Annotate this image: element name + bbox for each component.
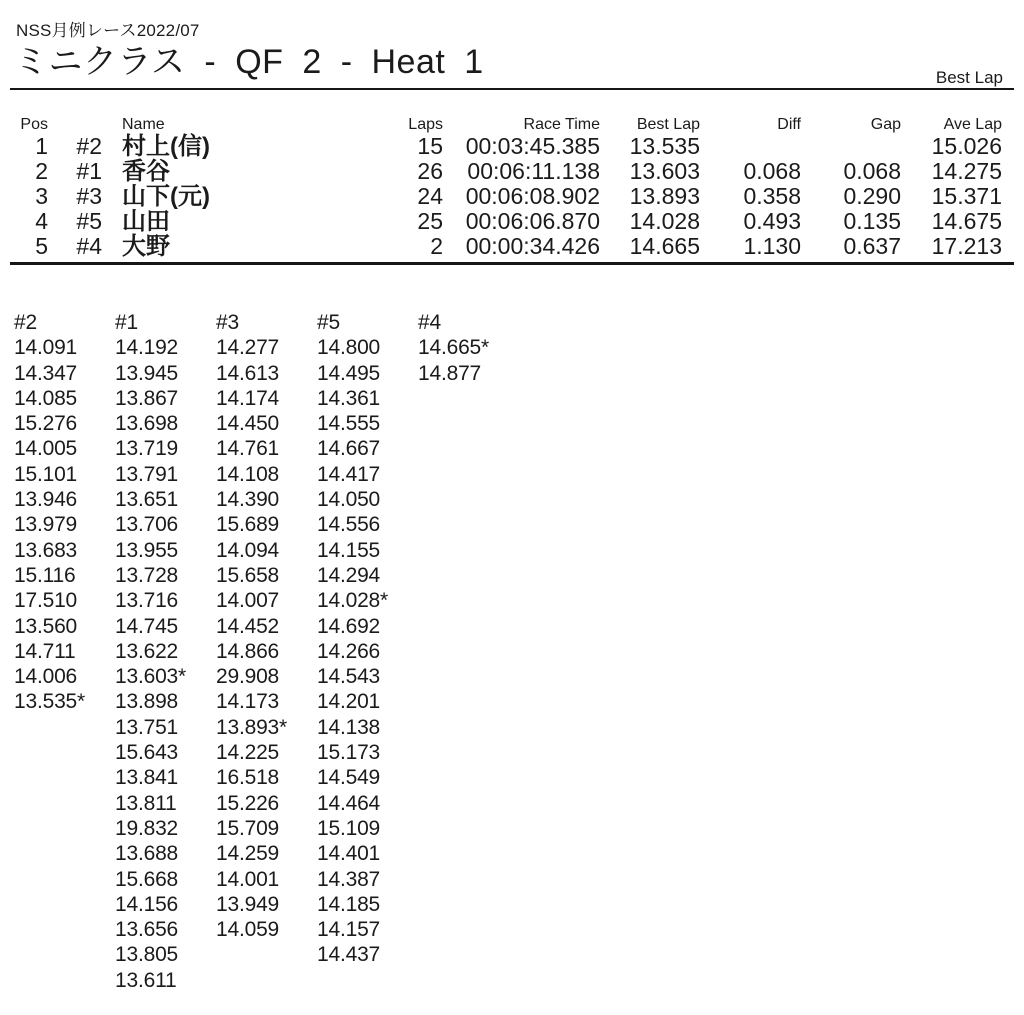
result-best_lap: 13.893 xyxy=(629,183,700,209)
lap-time: 14.201 xyxy=(317,690,381,714)
lap-time: 14.665* xyxy=(418,336,490,360)
lap-time: 14.495 xyxy=(317,361,381,385)
lap-time: 14.877 xyxy=(418,361,482,385)
lap-time: 14.361 xyxy=(317,386,381,410)
lap-time: 14.157 xyxy=(317,918,381,942)
lap-column xyxy=(14,310,115,993)
lap-time: 14.347 xyxy=(14,361,78,385)
result-laps: 15 xyxy=(417,133,443,159)
result-race_time: 00:06:11.138 xyxy=(467,158,600,184)
lap-time: 14.266 xyxy=(317,639,381,663)
result-no: #4 xyxy=(76,233,102,259)
result-no: #5 xyxy=(76,208,102,234)
lap-time: 13.893* xyxy=(216,715,288,739)
result-laps: 24 xyxy=(417,183,443,209)
result-pos: 2 xyxy=(35,158,48,184)
result-best_lap: 13.603 xyxy=(629,158,700,184)
lap-time: 13.811 xyxy=(115,791,177,815)
result-diff: 0.493 xyxy=(743,208,801,234)
lap-time: 14.452 xyxy=(216,614,280,638)
result-gap: 0.068 xyxy=(843,158,901,184)
lap-time: 14.225 xyxy=(216,741,280,765)
lap-time: 15.226 xyxy=(216,791,280,815)
lap-time: 14.091 xyxy=(14,336,78,360)
lap-time: 13.688 xyxy=(115,842,179,866)
lap-column xyxy=(115,310,216,993)
lap-time: 13.683 xyxy=(14,538,78,562)
lap-time: 14.437 xyxy=(317,943,381,967)
lap-time: 14.007 xyxy=(216,589,280,613)
result-diff xyxy=(700,134,801,159)
lap-time: 13.706 xyxy=(115,513,179,537)
results-header xyxy=(10,107,1002,134)
lap-time: 14.174 xyxy=(216,386,280,410)
lap-time: 14.156 xyxy=(115,892,179,916)
column-header-name: Name xyxy=(122,116,165,133)
column-header-gap: Gap xyxy=(870,116,901,133)
lap-time: 19.832 xyxy=(115,816,179,840)
lap-column-car-number: #3 xyxy=(216,311,239,334)
lap-time: 13.841 xyxy=(115,766,179,790)
lap-time: 14.692 xyxy=(317,614,381,638)
result-gap: 0.637 xyxy=(843,233,901,259)
lap-time: 14.800 xyxy=(317,336,381,360)
lap-time: 14.277 xyxy=(216,336,280,360)
lap-time: 13.719 xyxy=(115,437,179,461)
result-row xyxy=(10,159,1002,184)
result-diff: 0.358 xyxy=(743,183,801,209)
lap-time: 13.611 xyxy=(115,968,177,992)
lap-time: 29.908 xyxy=(216,665,280,689)
lap-time: 13.603* xyxy=(115,665,187,689)
sort-mode-label: Best Lap xyxy=(935,68,1003,87)
lap-time: 14.390 xyxy=(216,488,280,512)
result-row xyxy=(10,234,1002,259)
lap-time: 14.059 xyxy=(216,918,280,942)
lap-time: 14.259 xyxy=(216,842,280,866)
lap-time: 14.711 xyxy=(14,639,76,663)
lap-time: 13.805 xyxy=(115,943,179,967)
result-name: 大野 xyxy=(122,233,170,260)
lap-time: 13.560 xyxy=(14,614,78,638)
lap-time: 14.556 xyxy=(317,513,381,537)
column-header-laps: Laps xyxy=(408,116,443,133)
result-diff: 1.130 xyxy=(743,233,801,259)
column-header-diff: Diff xyxy=(777,116,801,133)
result-name: 村上(信) xyxy=(122,133,210,160)
result-laps: 26 xyxy=(417,158,443,184)
result-no: #3 xyxy=(76,183,102,209)
result-name: 山下(元) xyxy=(122,183,210,210)
result-gap: 0.135 xyxy=(843,208,901,234)
page-title: ミニクラス - QF 2 - Heat 1 xyxy=(14,43,484,81)
result-no: #1 xyxy=(76,158,102,184)
result-race_time: 00:06:06.870 xyxy=(465,208,600,234)
lap-time: 15.116 xyxy=(14,563,76,587)
result-laps: 2 xyxy=(430,233,443,259)
result-ave_lap: 15.371 xyxy=(931,183,1002,209)
lap-time: 13.979 xyxy=(14,513,78,537)
lap-time: 13.728 xyxy=(115,563,179,587)
lap-time: 14.549 xyxy=(317,766,381,790)
lap-time: 15.643 xyxy=(115,741,179,765)
lap-time: 14.417 xyxy=(317,462,381,486)
lap-time: 14.006 xyxy=(14,665,78,689)
lap-time: 14.543 xyxy=(317,665,381,689)
lap-time: 13.535* xyxy=(14,690,86,714)
lap-column-car-number: #2 xyxy=(14,311,37,334)
results-body xyxy=(10,134,1002,259)
result-no: #2 xyxy=(76,133,102,159)
result-pos: 3 xyxy=(35,183,48,209)
column-header-best_lap: Best Lap xyxy=(636,116,700,133)
lap-column-car-number: #4 xyxy=(418,311,441,334)
lap-time: 14.094 xyxy=(216,538,280,562)
lap-time: 14.050 xyxy=(317,488,381,512)
result-race_time: 00:00:34.426 xyxy=(465,233,600,259)
lap-time: 13.622 xyxy=(115,639,179,663)
lap-time: 14.613 xyxy=(216,361,280,385)
lap-time: 14.387 xyxy=(317,867,381,891)
result-race_time: 00:03:45.385 xyxy=(465,133,600,159)
lap-time: 15.658 xyxy=(216,563,280,587)
lap-time: 14.185 xyxy=(317,892,381,916)
lap-time: 13.949 xyxy=(216,892,280,916)
lap-columns xyxy=(14,310,519,993)
results-header-row xyxy=(10,107,1002,134)
result-row xyxy=(10,184,1002,209)
lap-time: 13.791 xyxy=(115,462,179,486)
result-gap xyxy=(801,134,901,159)
result-best_lap: 14.028 xyxy=(629,208,700,234)
result-ave_lap: 15.026 xyxy=(931,133,1002,159)
result-name: 香谷 xyxy=(122,158,170,185)
lap-time: 14.001 xyxy=(216,867,280,891)
lap-time: 13.946 xyxy=(14,488,78,512)
result-best_lap: 13.535 xyxy=(629,133,700,159)
lap-time: 14.294 xyxy=(317,563,381,587)
result-pos: 4 xyxy=(35,208,48,234)
lap-time: 13.651 xyxy=(115,488,179,512)
result-ave_lap: 17.213 xyxy=(931,233,1002,259)
lap-time: 14.464 xyxy=(317,791,381,815)
lap-time: 15.109 xyxy=(317,816,381,840)
lap-time: 13.945 xyxy=(115,361,179,385)
lap-time: 14.155 xyxy=(317,538,381,562)
lap-column-car-number: #5 xyxy=(317,311,340,334)
lap-time: 15.709 xyxy=(216,816,280,840)
header-divider xyxy=(10,88,1014,90)
result-pos: 5 xyxy=(35,233,48,259)
column-header-ave_lap: Ave Lap xyxy=(943,116,1002,133)
lap-time: 14.667 xyxy=(317,437,381,461)
lap-time: 14.028* xyxy=(317,589,389,613)
lap-column xyxy=(216,310,317,993)
result-row xyxy=(10,134,1002,159)
lap-time: 14.192 xyxy=(115,336,179,360)
lap-time: 13.716 xyxy=(115,589,179,613)
lap-time: 15.173 xyxy=(317,741,381,765)
lap-time: 14.005 xyxy=(14,437,78,461)
lap-time: 14.401 xyxy=(317,842,381,866)
lap-column-car-number: #1 xyxy=(115,311,138,334)
lap-column xyxy=(418,310,519,993)
result-ave_lap: 14.275 xyxy=(931,158,1002,184)
event-title: NSS月例レース2022/07 xyxy=(16,21,200,40)
lap-time: 14.450 xyxy=(216,412,280,436)
lap-time: 13.656 xyxy=(115,918,179,942)
result-best_lap: 14.665 xyxy=(629,233,700,259)
lap-time: 14.108 xyxy=(216,462,280,486)
lap-time: 15.276 xyxy=(14,412,78,436)
lap-time: 14.745 xyxy=(115,614,179,638)
lap-time: 13.867 xyxy=(115,386,179,410)
column-header-pos: Pos xyxy=(20,116,48,133)
lap-time: 13.898 xyxy=(115,690,179,714)
lap-time: 16.518 xyxy=(216,766,280,790)
lap-time: 17.510 xyxy=(14,589,78,613)
lap-time: 14.866 xyxy=(216,639,280,663)
column-header-race_time: Race Time xyxy=(523,116,600,133)
result-laps: 25 xyxy=(417,208,443,234)
result-ave_lap: 14.675 xyxy=(931,208,1002,234)
lap-time: 14.761 xyxy=(216,437,280,461)
lap-time: 14.085 xyxy=(14,386,78,410)
lap-time: 13.698 xyxy=(115,412,179,436)
result-gap: 0.290 xyxy=(843,183,901,209)
lap-time: 15.101 xyxy=(14,462,78,486)
lap-time: 15.689 xyxy=(216,513,280,537)
lap-time: 13.751 xyxy=(115,715,179,739)
lap-time: 14.555 xyxy=(317,412,381,436)
result-pos: 1 xyxy=(35,133,48,159)
column-header-no xyxy=(48,107,102,134)
result-name: 山田 xyxy=(122,208,170,235)
lap-time: 14.138 xyxy=(317,715,381,739)
results-divider xyxy=(10,262,1014,265)
result-row xyxy=(10,209,1002,234)
lap-column xyxy=(317,310,418,993)
lap-time: 13.955 xyxy=(115,538,179,562)
lap-time: 14.173 xyxy=(216,690,280,714)
lap-time: 15.668 xyxy=(115,867,179,891)
results-table xyxy=(10,107,1002,259)
result-race_time: 00:06:08.902 xyxy=(465,183,600,209)
result-diff: 0.068 xyxy=(743,158,801,184)
